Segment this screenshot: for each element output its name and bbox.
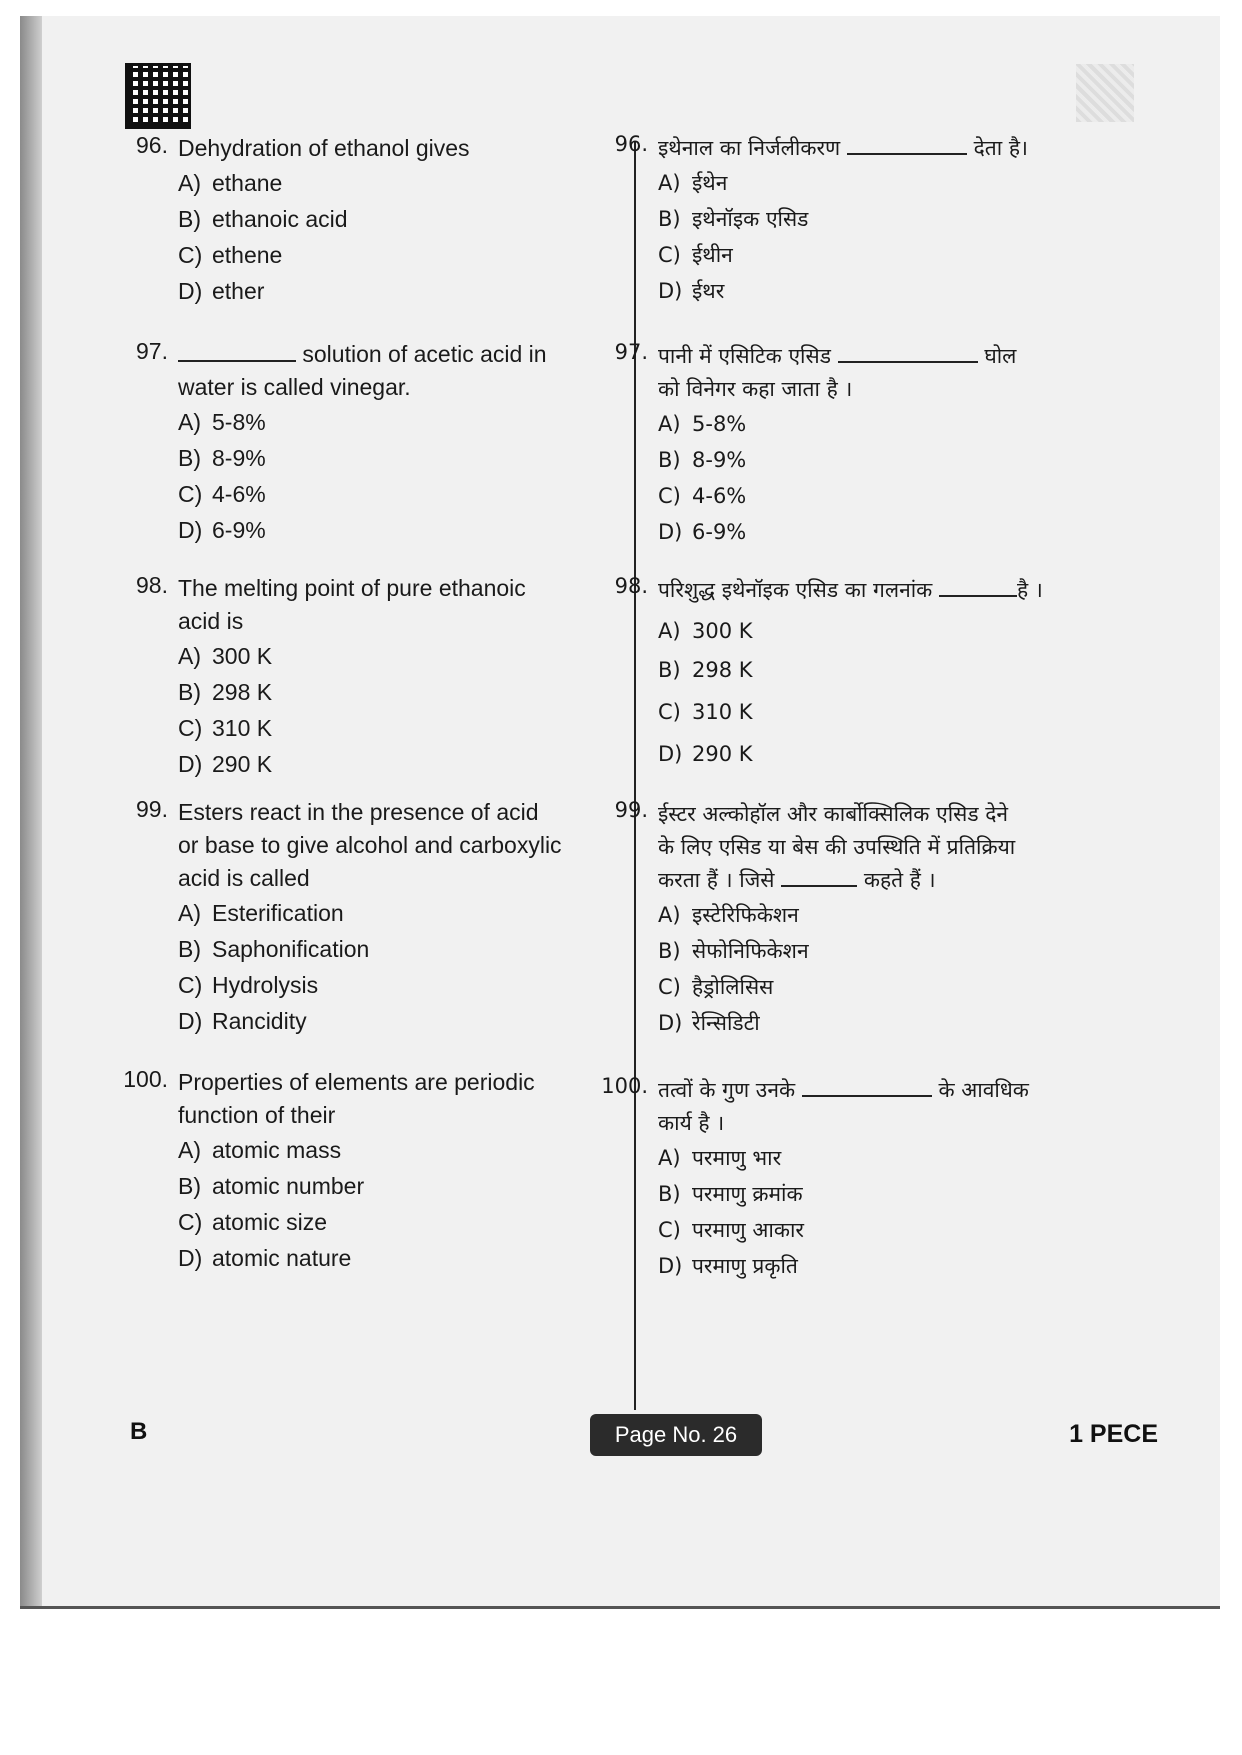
option-b[interactable]: B) 298 K — [178, 678, 273, 705]
option-b[interactable]: B) 8-9% — [658, 448, 747, 472]
option-c[interactable]: C) 4-6% — [658, 484, 747, 508]
bleedthrough-qr-icon — [1076, 64, 1134, 122]
question-number: 99. — [136, 796, 168, 822]
exam-page — [42, 16, 1220, 1606]
exam-code: 1 PECE — [1069, 1420, 1158, 1448]
option-a[interactable]: A) 300 K — [658, 619, 753, 643]
question-text: Esters react in the presence of acid — [178, 799, 539, 825]
option-b[interactable]: B) atomic number — [178, 1172, 365, 1199]
question-text: तत्वों के गुण उनके — [658, 1078, 796, 1102]
question-text: solution of acetic acid in — [302, 341, 547, 367]
question-text: पानी में एसिटिक एसिड — [658, 344, 831, 368]
page-number-badge: Page No. 26 — [590, 1414, 762, 1456]
question-96-en — [122, 132, 470, 309]
question-number: 100. — [123, 1066, 168, 1092]
option-a[interactable]: A) Esterification — [178, 899, 344, 926]
option-a[interactable]: A) atomic mass — [178, 1136, 342, 1163]
question-96-hi: 96. इथेनाल का निर्जलीकरण देता है। A) ईथेन B) इथेनॉइक एसिड C) ईथीन D) ईथर — [602, 132, 1028, 309]
question-text: इथेनाल का निर्जलीकरण — [658, 136, 841, 160]
question-number: 100. — [601, 1074, 648, 1098]
option-d[interactable]: D) atomic nature — [178, 1244, 352, 1271]
question-text: Dehydration of ethanol gives — [178, 135, 470, 161]
option-a[interactable]: A) 5-8% — [178, 408, 266, 435]
question-text-line2: acid is — [178, 608, 244, 634]
option-c[interactable]: C) 310 K — [178, 714, 273, 741]
question-text-line2: water is called vinegar. — [178, 374, 411, 400]
option-d[interactable]: D) Rancidity — [178, 1007, 307, 1034]
option-a[interactable]: A) परमाणु भार — [658, 1146, 782, 1170]
option-a[interactable]: A) ईथेन — [658, 171, 728, 195]
question-100-en — [122, 1066, 535, 1276]
question-text-line2: कार्य है । — [658, 1111, 725, 1135]
qr-code-icon — [128, 66, 188, 126]
series-code: B — [130, 1418, 148, 1445]
question-number: 98. — [614, 574, 648, 598]
question-text-line2: function of their — [178, 1102, 336, 1128]
option-d[interactable]: D) 6-9% — [658, 520, 747, 544]
option-c[interactable]: C) ethene — [178, 241, 283, 268]
question-number: 97. — [136, 338, 168, 364]
option-a[interactable]: A) 5-8% — [658, 412, 747, 436]
question-text-line2: or base to give alcohol and carboxylic — [178, 832, 562, 858]
option-c[interactable]: C) atomic size — [178, 1208, 328, 1235]
question-number: 99. — [614, 798, 648, 822]
option-c[interactable]: C) 4-6% — [178, 480, 266, 507]
option-a[interactable]: A) इस्टेरिफिकेशन — [658, 903, 799, 927]
question-text-line3: acid is called — [178, 865, 310, 891]
question-text: Properties of elements are periodic — [178, 1069, 535, 1095]
answer-blank — [178, 342, 296, 362]
option-d[interactable]: D) 6-9% — [178, 516, 266, 543]
question-98-hi: 98. परिशुद्ध इथेनॉइक एसिड का गलनांक है । A) 300 K B) 298 K C) 310 K D) 290 K — [602, 574, 1043, 775]
question-98-en — [122, 572, 526, 782]
question-number: 96. — [136, 132, 168, 158]
option-d[interactable]: D) ether — [178, 277, 265, 304]
option-c[interactable]: C) ईथीन — [658, 243, 733, 267]
question-number: 97. — [614, 340, 648, 364]
option-d[interactable]: D) 290 K — [658, 742, 753, 766]
option-d[interactable]: D) परमाणु प्रकृति — [658, 1254, 798, 1278]
question-97-en — [122, 338, 547, 548]
option-b[interactable]: B) 298 K — [658, 658, 753, 682]
question-100-hi: 100. तत्वों के गुण उनके के आवधिक कार्य है । A) परमाणु भार B) परमाणु क्रमांक C) परमाणु आकार D) परमाणु प्रकृति — [590, 1074, 1029, 1284]
answer-blank — [838, 343, 978, 363]
option-b[interactable]: B) ethanoic acid — [178, 205, 348, 232]
question-text: The melting point of pure ethanoic — [178, 575, 526, 601]
question-text: ईस्टर अल्कोहॉल और कार्बोक्सिलिक एसिड देने — [658, 802, 1009, 826]
question-text-line2: के लिए एसिड या बेस की उपस्थिति में प्रतिक्रिया — [658, 835, 1016, 859]
answer-blank — [802, 1077, 932, 1097]
option-b[interactable]: B) सेफोनिफिकेशन — [658, 939, 809, 963]
question-number: 96. — [614, 132, 648, 156]
option-b[interactable]: B) Saphonification — [178, 935, 370, 962]
question-text-line2: को विनेगर कहा जाता है । — [658, 377, 853, 401]
option-c[interactable]: C) Hydrolysis — [178, 971, 319, 998]
option-b[interactable]: B) 8-9% — [178, 444, 266, 471]
question-text: परिशुद्ध इथेनॉइक एसिड का गलनांक — [658, 578, 933, 602]
option-d[interactable]: D) 290 K — [178, 750, 273, 777]
binding-shadow — [20, 16, 42, 1606]
answer-blank — [847, 135, 967, 155]
question-text-line3: करता हैं । जिसे — [658, 868, 775, 892]
question-99-hi: 99. ईस्टर अल्कोहॉल और कार्बोक्सिलिक एसिड देने के लिए एसिड या बेस की उपस्थिति में प्रतिक्रिया करता हैं । जिसे कहते हैं । A) इस्टेरिफिकेशन B) सेफोनिफिकेशन C) हैड्रोलिसिस D) रेन्सिडिटी — [602, 798, 1015, 1041]
answer-blank — [939, 577, 1017, 597]
option-b[interactable]: B) परमाणु क्रमांक — [658, 1182, 803, 1206]
question-99-en — [122, 796, 562, 1039]
option-c[interactable]: C) परमाणु आकार — [658, 1218, 804, 1242]
question-97-hi: 97. पानी में एसिटिक एसिड घोल को विनेगर कहा जाता है । A) 5-8% B) 8-9% C) 4-6% D) 6-9% — [602, 340, 1016, 550]
option-a[interactable]: A) 300 K — [178, 642, 273, 669]
option-d[interactable]: D) ईथर — [658, 279, 725, 303]
option-a[interactable]: A) ethane — [178, 169, 283, 196]
option-c[interactable]: C) 310 K — [658, 700, 753, 724]
question-number: 98. — [136, 572, 168, 598]
option-b[interactable]: B) इथेनॉइक एसिड — [658, 207, 809, 231]
option-c[interactable]: C) हैड्रोलिसिस — [658, 975, 774, 999]
option-d[interactable]: D) रेन्सिडिटी — [658, 1011, 760, 1035]
answer-blank — [781, 867, 857, 887]
